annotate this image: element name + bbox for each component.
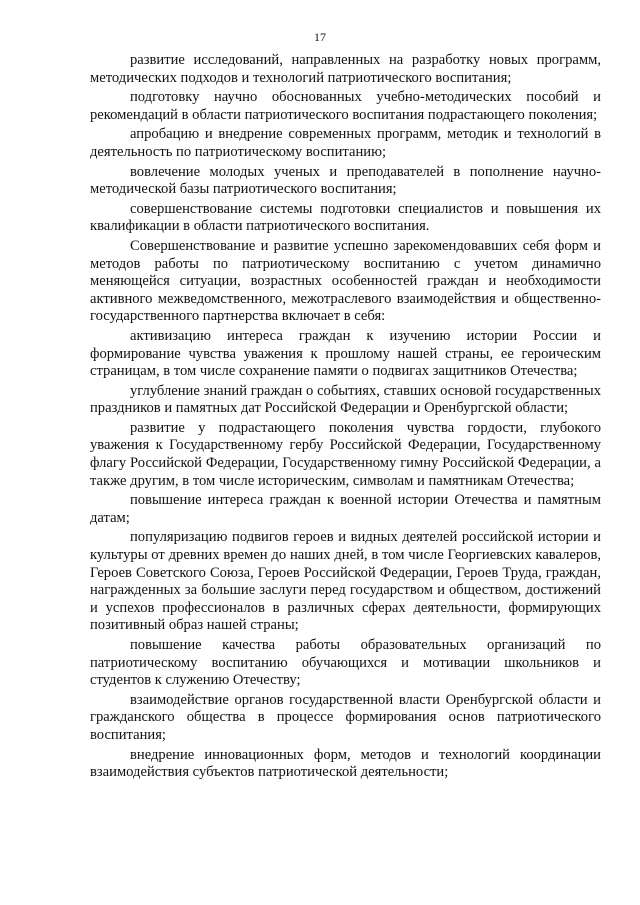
paragraph-innovation: внедрение инновационных форм, методов и технологий координации взаимодействия субъектов патриотической деятельности; [90, 746, 601, 781]
paragraph-state-symbols: развитие у подрастающего поколения чувства гордости, глубокого уважения к Государственному гербу Российской Федерации, Государственному флагу Российской Федерации, Государственному гимну Российской Федерации, а также другим, в том числе историческим, символам и памятникам Отечества; [90, 419, 601, 489]
paragraph-research: развитие исследований, направленных на разработку новых программ, методических подходов и технологий патриотического воспитания; [90, 52, 601, 86]
paragraph-history-interest: активизацию интереса граждан к изучению истории России и формирование чувства уважения к прошлому нашей страны, ее героическим страницам, в том числе сохранение памяти о подвигах защитников Отечества; [90, 327, 601, 380]
paragraph-young-scientists: вовлечение молодых ученых и преподавателей в пополнение научно-методической базы патриотического воспитания; [90, 163, 601, 198]
paragraph-military-history: повышение интереса граждан к военной истории Отечества и памятным датам; [90, 492, 601, 526]
paragraph-government-cooperation: взаимодействие органов государственной власти Оренбургской области и гражданского общества в процессе формирования основ патриотического воспитания; [90, 691, 601, 743]
paragraph-heroes-popularization: популяризацию подвигов героев и видных деятелей российской истории и культуры от древних времен до наших дней, в том числе Георгиевских кавалеров, Героев Советского Союза, Героев Российской Федерации, Героев Труда, граждан, награжденных за большие заслуги перед государством и обществом, достижений и успехов профессионалов в различных сферах деятельности, формирующих позитивный образ нашей страны; [90, 529, 601, 634]
page-body [90, 52, 601, 784]
paragraph-approbation: апробацию и внедрение современных программ, методик и технологий в деятельность по патриотическому воспитанию; [90, 126, 601, 160]
paragraph-manuals: подготовку научно обоснованных учебно-методических пособий и рекомендаций в области патриотического воспитания подрастающего поколения; [90, 89, 601, 123]
paragraph-education-quality: повышение качества работы образовательных организаций по патриотическому воспитанию обучающихся и мотивации школьников и студентов к служению Отечеству; [90, 637, 601, 689]
paragraph-forms-methods: Совершенствование и развитие успешно зарекомендовавших себя форм и методов работы по патриотическому воспитанию с учетом динамично меняющейся ситуации, возрастных особенностей граждан и необходимости активного межведомственного, межотраслевого взаимодействия и общественно-государственного партнерства включает в себя: [90, 237, 601, 325]
paragraph-training-system: совершенствование системы подготовки специалистов и повышения их квалификации в области патриотического воспитания. [90, 200, 601, 235]
paragraph-holidays-knowledge: углубление знаний граждан о событиях, ставших основой государственных праздников и памятных дат Российской Федерации и Оренбургской области; [90, 382, 601, 417]
page-number: 17 [314, 30, 326, 44]
